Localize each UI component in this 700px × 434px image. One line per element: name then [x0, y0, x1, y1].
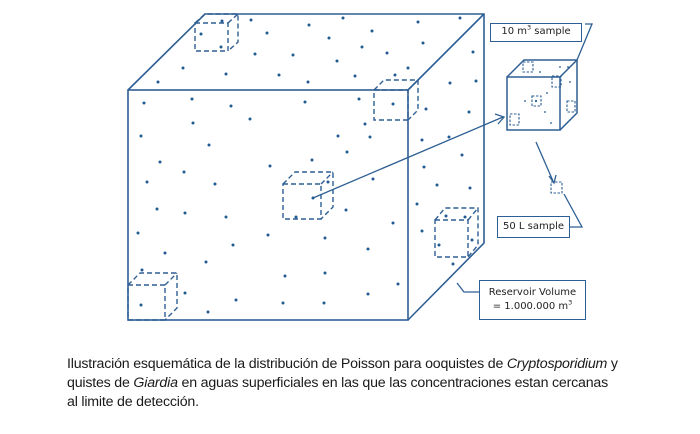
- caption-line-1: Ilustración esquemática de la distribución de Poisson para ooquistes de Cryptosporidium y: [67, 356, 618, 372]
- sample-50l-cube: [551, 182, 562, 193]
- callout-50l-text: 50 L sample: [502, 220, 564, 232]
- sample-cube-10m3: [507, 60, 577, 130]
- callout-10m3-text: 10 $m^3$ sample: [501, 23, 571, 38]
- caption-line-3: al limite de detección.: [67, 394, 199, 410]
- callout-10m3-sample: [490, 23, 582, 42]
- particle-dots: [137, 17, 571, 314]
- reservoir-cube: [128, 14, 484, 320]
- reservoir-volume-value: = 1.000.000 $m^3$: [492, 298, 573, 312]
- callout-50l-sample: [497, 216, 570, 238]
- arrow-to-50l: [536, 142, 553, 181]
- callout-reservoir-volume: [479, 280, 586, 320]
- caption-line-2: quistes de Giardia en aguas superficiales en las que las concentraciones estan cercanas: [67, 375, 608, 391]
- figure-caption: [67, 355, 687, 412]
- reservoir-volume-label: Reservoir Volume: [488, 286, 577, 298]
